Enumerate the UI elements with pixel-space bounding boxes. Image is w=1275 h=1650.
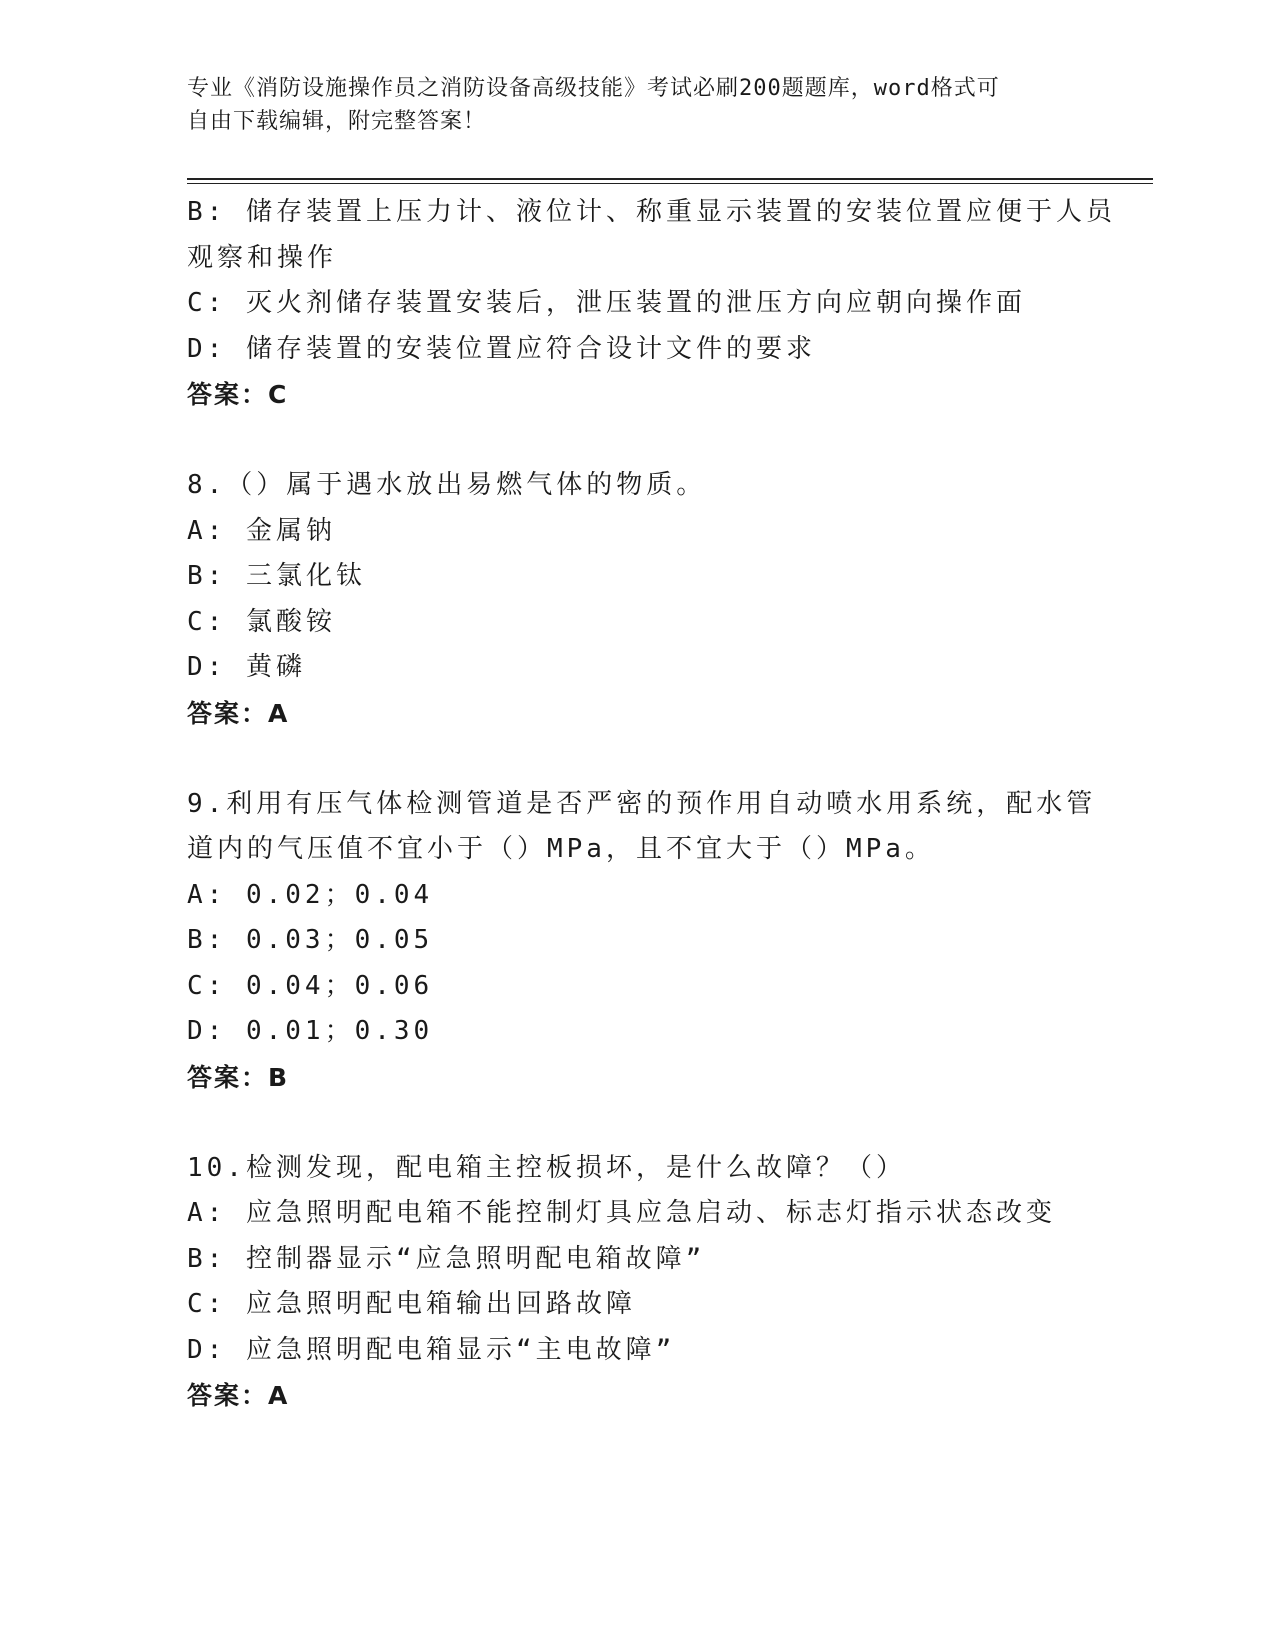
option-d: D: 储存装置的安装位置应符合设计文件的要求 [187,333,816,364]
option-c: C: 氯酸铵 [187,606,336,637]
option-a: A: 应急照明配电箱不能控制灯具应急启动、标志灯指示状态改变 [187,1198,1056,1228]
option-c: C: 应急照明配电箱输出回路故障 [187,1289,636,1319]
question-text: 8.（）属于遇水放出易燃气体的物质。 [187,470,707,500]
option-c: C: 灭火剂储存装置安装后，泄压装置的泄压方向应朝向操作面 [187,288,1026,318]
option-d: D: 0.01；0.30 [187,1016,434,1046]
option-b: B: 三氯化钛 [187,561,366,591]
option-b: B: 0.03；0.05 [187,925,434,955]
header-divider-thick [187,178,1153,180]
header-divider-thin [187,183,1153,184]
question-block-10 [187,1146,1087,1419]
option-a: A: 金属钠 [187,515,336,546]
option-d: D: 黄磷 [187,652,306,682]
block-spacer [187,736,1087,782]
header-line-2: 自由下载编辑，附完整答案！ [187,109,487,134]
document-header [187,72,1087,138]
question-text: 10.检测发现，配电箱主控板损坏，是什么故障？（） [187,1152,906,1183]
question-text: 9.利用有压气体检测管道是否严密的预作用自动喷水用系统，配水管 [187,788,1097,819]
answer-label: 答案：A [187,698,290,728]
question-block-8 [187,463,1087,736]
question-text-continued: 道内的气压值不宜小于（）MPa，且不宜大于（）MPa。 [187,834,935,864]
option-c: C: 0.04；0.06 [187,970,434,1001]
header-line-1: 专业《消防设施操作员之消防设备高级技能》考试必刷200题题库，word格式可 [187,76,1000,101]
option-a: A: 0.02；0.04 [187,879,434,910]
answer-label: 答案：C [187,380,289,409]
option-b: B: 控制器显示“应急照明配电箱故障” [187,1243,706,1274]
block-spacer [187,1100,1087,1146]
answer-label: 答案：B [187,1062,290,1092]
answer-label: 答案：A [187,1381,290,1410]
block-spacer [187,418,1087,464]
option-d: D: 应急照明配电箱显示“主电故障” [187,1334,676,1365]
question-block-9 [187,782,1097,1101]
question-list [187,190,1116,1419]
option-b: B: 储存装置上压力计、液位计、称重显示装置的安装位置应便于人员 [187,197,1116,227]
option-b-continued: 观察和操作 [187,242,338,273]
question-block-7 [187,190,1116,418]
